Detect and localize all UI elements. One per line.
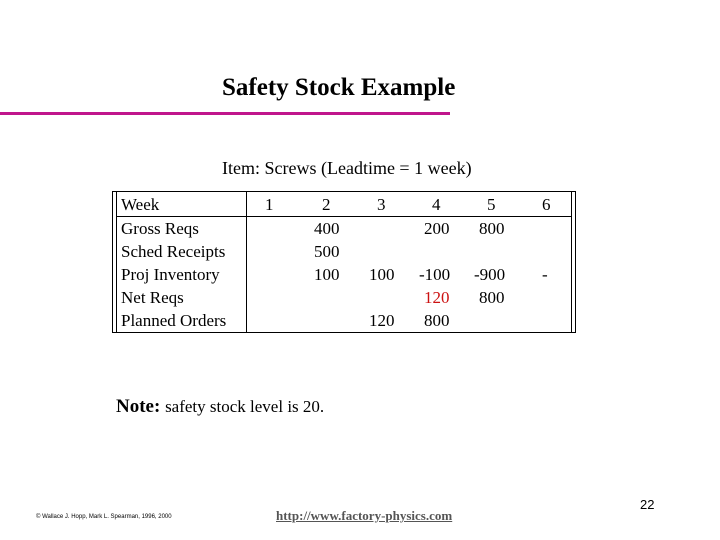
table-header-row bbox=[113, 192, 575, 215]
table-cell: 120 bbox=[369, 311, 395, 330]
table-cell: 500 bbox=[314, 242, 340, 261]
table-cell: 800 bbox=[479, 288, 505, 307]
week-4: 4 bbox=[432, 195, 441, 214]
row-label: Gross Reqs bbox=[121, 219, 199, 238]
page-number: 22 bbox=[640, 497, 655, 512]
website-link[interactable]: http://www.factory-physics.com bbox=[276, 508, 453, 523]
highlighted-cell: 120 bbox=[424, 288, 450, 307]
mrp-table bbox=[112, 191, 576, 333]
table-cell: 200 bbox=[424, 219, 450, 238]
table-cell: - bbox=[542, 265, 548, 284]
table-cell: -900 bbox=[474, 265, 506, 284]
table-row bbox=[113, 285, 575, 308]
week-2: 2 bbox=[322, 195, 331, 214]
table-row bbox=[113, 262, 575, 285]
table-cell: 800 bbox=[479, 219, 505, 238]
table-cell: -100 bbox=[419, 265, 451, 284]
week-3: 3 bbox=[377, 195, 386, 214]
note bbox=[116, 396, 324, 418]
row-label: Proj Inventory bbox=[121, 265, 220, 284]
week-5: 5 bbox=[487, 195, 496, 214]
week-1: 1 bbox=[265, 195, 274, 214]
table-cell: 400 bbox=[314, 219, 340, 238]
week-6: 6 bbox=[542, 195, 551, 214]
note-text: safety stock level is 20. bbox=[165, 397, 325, 416]
row-label: Net Reqs bbox=[121, 288, 184, 307]
slide-title: Safety Stock Example bbox=[222, 74, 456, 101]
copyright-text: © Wallace J. Hopp, Mark L. Spearman, 1996, 2000 bbox=[36, 514, 172, 520]
row-label: Planned Orders bbox=[121, 311, 227, 330]
table-row bbox=[113, 308, 575, 331]
table-cell: 800 bbox=[424, 311, 450, 330]
table-cell: 100 bbox=[314, 265, 340, 284]
header-label: Week bbox=[121, 195, 160, 214]
table-caption: Item: Screws (Leadtime = 1 week) bbox=[222, 158, 472, 178]
table-cell: 100 bbox=[369, 265, 395, 284]
table-row bbox=[113, 239, 575, 262]
title-underline bbox=[0, 112, 450, 115]
note-label: Note: bbox=[116, 396, 161, 417]
row-label: Sched Receipts bbox=[121, 242, 226, 261]
table-row bbox=[113, 216, 575, 239]
